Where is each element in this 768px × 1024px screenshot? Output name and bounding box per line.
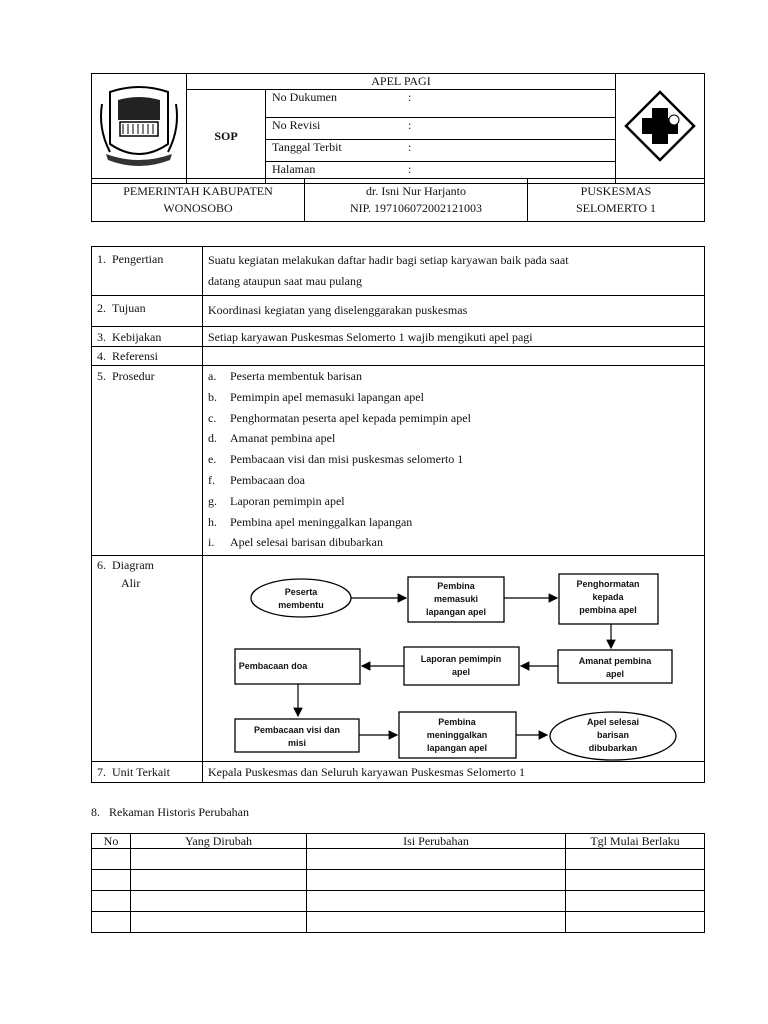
row-unit-terkait: 7. Unit Terkait Kepala Puskesmas dan Seluruh karyawan Puskesmas Selomerto 1 [92,762,705,783]
list-item: i. Apel selesai barisan dibubarkan [208,535,383,550]
table-row [92,849,705,870]
svg-text:pembina apel: pembina apel [579,605,637,616]
signature-table [91,178,705,222]
svg-text:apel: apel [451,667,471,678]
puskesmas-cross-icon [616,74,704,179]
svg-text:Laporan pemimpin: Laporan pemimpin [420,654,502,665]
svg-text:Pembacaan doa: Pembacaan doa [238,661,308,672]
info-row-halaman: Halaman : [266,162,616,184]
list-item: h. Pembina apel meninggalkan lapangan [208,514,413,529]
svg-text:Pembacaan visi dan: Pembacaan visi dan [253,725,341,736]
svg-text:Pembina: Pembina [437,581,475,592]
table-row [92,870,705,891]
sop-label: SOP [187,90,266,184]
svg-text:memasuki: memasuki [433,594,479,605]
puskesmas-logo-cell [616,74,705,184]
svg-text:Amanat pembina: Amanat pembina [578,656,652,667]
table-row [92,891,705,912]
table-row [92,912,705,933]
row-tujuan: 2. Tujuan Koordinasi kegiatan yang diselenggarakan puskesmas [92,296,705,327]
flow-node-peserta [251,579,351,617]
svg-text:Pembina: Pembina [438,717,476,728]
signer-cell: dr. Isni Nur Harjanto NIP. 197106072002121003 [305,179,528,222]
svg-text:lapangan apel: lapangan apel [426,743,488,754]
svg-text:apel: apel [605,669,625,680]
regency-logo-cell [92,74,187,184]
info-row-dokumen: No Dukumen : [266,90,616,118]
svg-text:Apel selesai: Apel selesai [586,717,640,728]
regency-emblem-icon [92,74,186,179]
prosedur-list [203,366,705,556]
row-kebijakan: 3. Kebijakan Setiap karyawan Puskesmas Selomerto 1 wajib mengikuti apel pagi [92,327,705,347]
row-prosedur: 5. Prosedur a. Peserta membentuk barisan b. Pemimpin apel memasuki lapangan apel c. Penghormatan peserta apel kepada pemimpin apel d. Amanat pembina apel e. Pembacaan visi dan misi puskesmas selomerto 1 f. Pembacaan doa g. Laporan pemimpin apel h. Pembina apel meninggalkan lapangan i. Apel selesai barisan dibubarkan [92,366,705,556]
list-item: f. Pembacaan doa [208,472,305,487]
history-table [91,833,705,933]
list-item: a. Peserta membentuk barisan [208,369,362,383]
flow-node-laporan [404,647,519,685]
svg-text:lapangan apel: lapangan apel [425,607,487,618]
history-header-row: No Yang Dirubah Isi Perubahan Tgl Mulai Berlaku [92,834,705,849]
list-item: c. Penghormatan peserta apel kepada pemimpin apel [208,410,471,425]
info-row-revisi: No Revisi : [266,118,616,140]
row-pengertian: 1. Pengertian Suatu kegiatan melakukan daftar hadir bagi setiap karyawan baik pada saat datang ataupun saat mau pulang [92,247,705,296]
history-title: 8. Rekaman Historis Perubahan [91,805,249,819]
list-item: g. Laporan pemimpin apel [208,493,345,508]
gov-cell: PEMERINTAH KABUPATEN WONOSOBO [92,179,305,222]
svg-text:Penghormatan: Penghormatan [576,579,640,590]
header-table [91,73,705,184]
flow-diagram [203,556,705,762]
svg-text:Peserta: Peserta [284,587,318,598]
row-diagram: 6. Diagram Alir Peserta membentu Pembina memasuki lapangan apel Penghormatan kepada pembina apel Amanat pembina apel Laporan pemimpin apel Pembacaan doa Pembacaan visi dan misi Pembina meninggalkan lapangan apel Apel selesai barisan dibubarkan [92,556,705,762]
row-referensi: 4. Referensi [92,347,705,366]
sop-title: APEL PAGI [187,74,616,90]
list-item: e. Pembacaan visi dan misi puskesmas selomerto 1 [208,452,464,467]
sop-content-table [91,246,705,783]
list-item: d. Amanat pembina apel [208,431,336,446]
svg-text:barisan: barisan [596,730,630,741]
info-row-tanggal: Tanggal Terbit : [266,140,616,162]
flow-diagram-cell [203,556,705,762]
puskesmas-cell: PUSKESMAS SELOMERTO 1 [528,179,705,222]
svg-text:kepada: kepada [592,592,624,603]
svg-text:misi: misi [287,738,307,749]
svg-text:membentu: membentu [278,600,324,611]
list-item: b. Pemimpin apel memasuki lapangan apel [208,389,424,404]
svg-text:meninggalkan: meninggalkan [426,730,488,741]
svg-text:dibubarkan: dibubarkan [588,743,638,754]
